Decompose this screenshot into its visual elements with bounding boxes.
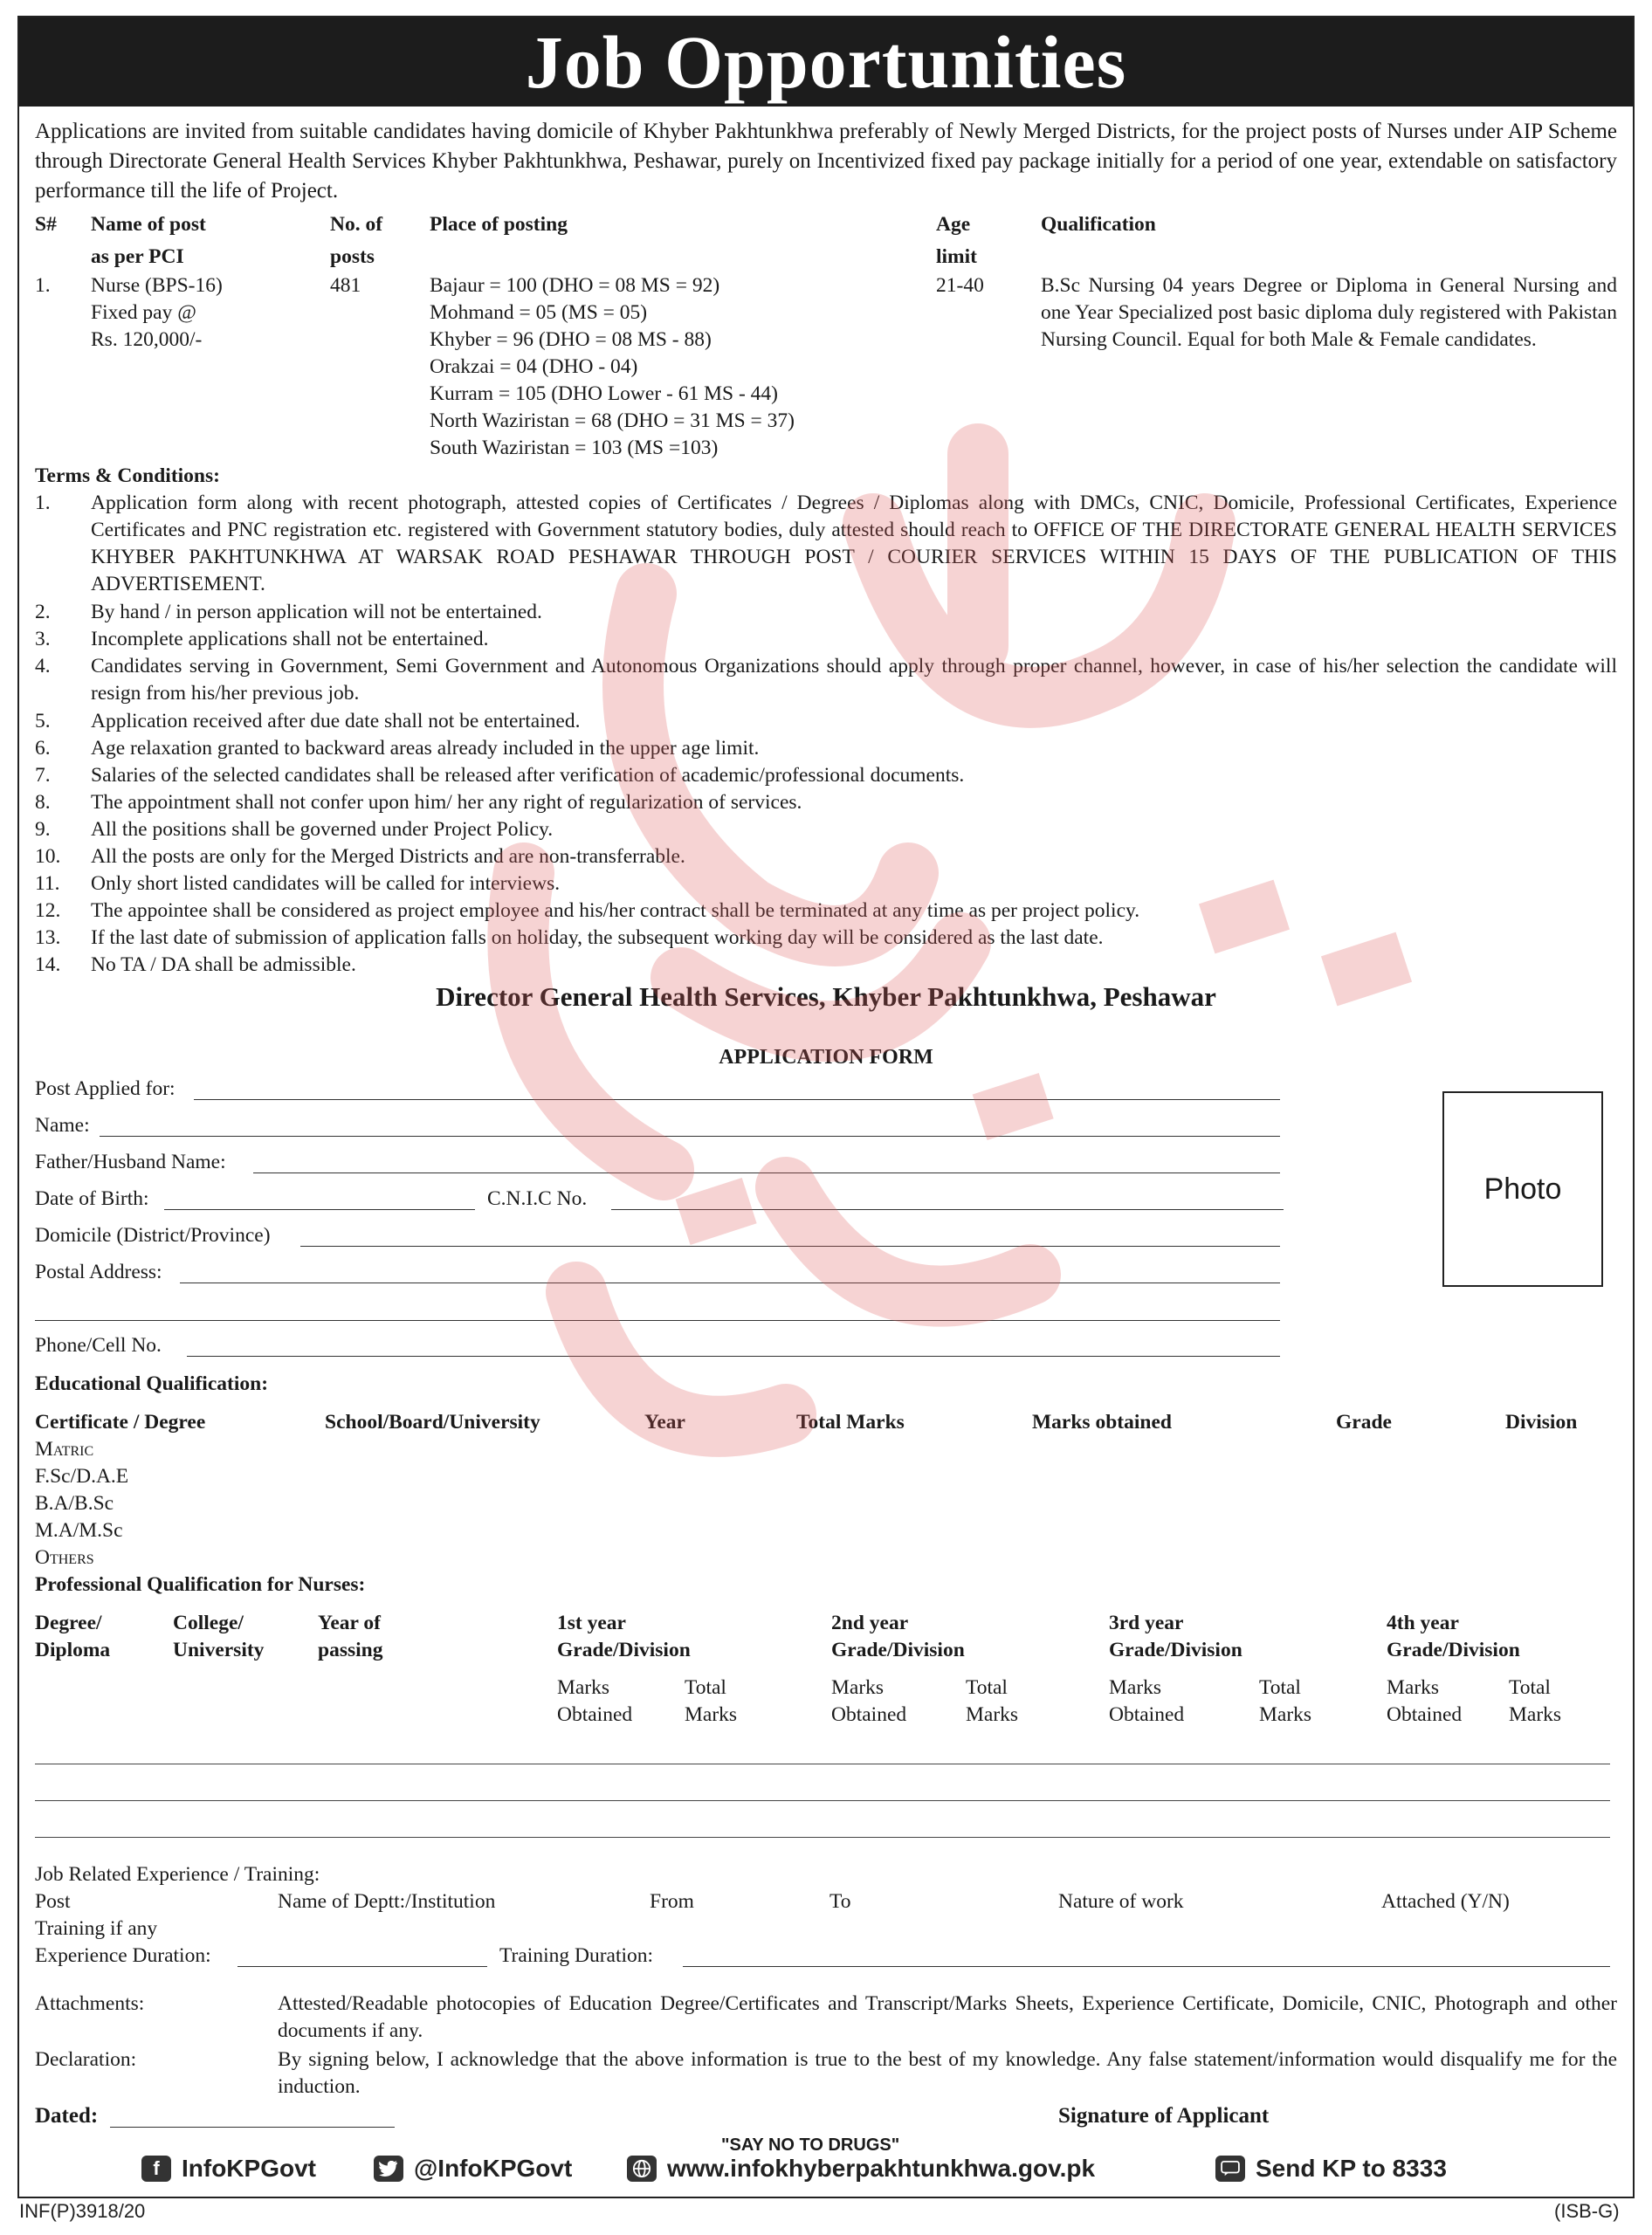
prof-col-passing: Year of: [318, 1612, 382, 1634]
term-number: 11.: [35, 872, 60, 895]
term-number: 3.: [35, 628, 51, 650]
twitter-icon: [374, 2156, 403, 2182]
reference-code-right: (ISB-G): [1554, 2200, 1620, 2222]
exp-col-post: Post: [35, 1890, 71, 1913]
cnic-field[interactable]: [611, 1209, 1284, 1210]
domicile-field[interactable]: [300, 1246, 1280, 1247]
total-marks-label: Total: [1509, 1676, 1551, 1699]
term-text: Only short listed candidates will be called for interviews.: [91, 872, 561, 895]
term-number: 8.: [35, 791, 51, 814]
row-post-line: Rs. 120,000/-: [91, 328, 203, 351]
term-number: 14.: [35, 953, 61, 976]
sms-icon: [1215, 2156, 1245, 2182]
phone-field[interactable]: [187, 1356, 1280, 1357]
total-marks-label: Marks: [966, 1703, 1019, 1726]
place-item: Kurram = 105 (DHO Lower - 61 MS - 44): [430, 382, 778, 405]
cnic-label: C.N.I.C No.: [487, 1187, 588, 1210]
row-posts: 481: [330, 274, 361, 297]
edu-col-year: Year: [644, 1411, 685, 1434]
term-text: By hand / in person application will not be entertained.: [91, 601, 542, 623]
attachments-text: Attested/Readable photocopies of Education Degree/Certificates and Transcript/Marks Sheets, Experience Certificate, Domicile, CNIC, Photograph and other documents if any.: [278, 1992, 1617, 2042]
website-url: www.infokhyberpakhtunkhwa.gov.pk: [667, 2155, 1096, 2182]
term-number: 10.: [35, 845, 61, 868]
prof-year-1: 1st year: [557, 1612, 626, 1634]
dob-field[interactable]: [164, 1209, 475, 1210]
edu-row: F.Sc/D.A.E: [35, 1465, 129, 1488]
dated-field[interactable]: [110, 2127, 395, 2128]
place-item: Mohmand = 05 (MS = 05): [430, 301, 648, 324]
professional-row-line[interactable]: [35, 1837, 1610, 1838]
term-text: Application received after due date shall not be entertained.: [91, 710, 581, 732]
attachments-label: Attachments:: [35, 1992, 145, 2015]
edu-col-school: School/Board/University: [325, 1411, 540, 1434]
total-marks-label: Total: [1259, 1676, 1301, 1699]
footer-sms[interactable]: [1215, 2155, 1447, 2183]
edu-row: M.A/M.Sc: [35, 1519, 123, 1542]
declaration-text: By signing below, I acknowledge that the above information is true to the best of my knowledge. Any false statement/information would disqualify me for the induction.: [278, 2048, 1617, 2098]
terms-heading: Terms & Conditions:: [35, 464, 220, 487]
post-applied-field[interactable]: [194, 1099, 1280, 1100]
marks-obtained-label: Obtained: [1109, 1703, 1185, 1726]
exp-col-from: From: [650, 1890, 694, 1913]
row-post-line: Nurse (BPS-16): [91, 274, 223, 297]
post-applied-label: Post Applied for:: [35, 1077, 176, 1100]
father-name-label: Father/Husband Name:: [35, 1151, 226, 1173]
term-number: 13.: [35, 926, 61, 949]
training-duration-field[interactable]: [683, 1966, 1610, 1967]
prof-year-3: 3rd year: [1109, 1612, 1184, 1634]
header-post-2: as per PCI: [91, 245, 184, 268]
prof-year-4-grade: Grade/Division: [1387, 1639, 1520, 1661]
header-age-2: limit: [936, 245, 977, 268]
say-no-to-drugs: "SAY NO TO DRUGS": [721, 2135, 900, 2155]
term-text: If the last date of submission of application falls on holiday, the subsequent working day will be considered as the last date.: [91, 926, 1104, 949]
term-number: 12.: [35, 899, 61, 922]
phone-label: Phone/Cell No.: [35, 1334, 162, 1357]
term-text: Age relaxation granted to backward areas already included in the upper age limit.: [91, 737, 760, 760]
term-text: All the positions shall be governed under Project Policy.: [91, 818, 554, 841]
prof-year-3-grade: Grade/Division: [1109, 1639, 1242, 1661]
education-heading: Educational Qualification:: [35, 1372, 269, 1395]
row-age: 21-40: [936, 274, 984, 297]
term-text: Salaries of the selected candidates shall be released after verification of academic/professional documents.: [91, 764, 965, 787]
facebook-icon: f: [141, 2156, 171, 2182]
signature-label: Signature of Applicant: [1058, 2104, 1270, 2128]
place-item: North Waziristan = 68 (DHO = 31 MS = 37): [430, 409, 795, 432]
place-item: Orakzai = 04 (DHO - 04): [430, 355, 638, 378]
row-post-line: Fixed pay @: [91, 301, 196, 324]
place-item: Bajaur = 100 (DHO = 08 MS = 92): [430, 274, 720, 297]
exp-col-institution: Name of Deptt:/Institution: [278, 1890, 496, 1913]
experience-duration-field[interactable]: [237, 1966, 487, 1967]
term-number: 4.: [35, 655, 51, 677]
total-marks-label: Total: [685, 1676, 726, 1699]
prof-col-passing-2: passing: [318, 1639, 383, 1661]
edu-col-marks-obtained: Marks obtained: [1032, 1411, 1172, 1434]
term-text: Incomplete applications shall not be entertained.: [91, 628, 489, 650]
term-text: The appointment shall not confer upon him/ her any right of regularization of services.: [91, 791, 802, 814]
term-number: 6.: [35, 737, 51, 760]
prof-year-4: 4th year: [1387, 1612, 1459, 1634]
exp-col-to: To: [829, 1890, 851, 1913]
prof-col-college-2: University: [173, 1639, 265, 1661]
form-title: APPLICATION FORM: [719, 1046, 933, 1069]
header-posts: No. of: [330, 213, 383, 236]
marks-obtained-label: Marks: [1387, 1676, 1440, 1699]
prof-col-degree-2: Diploma: [35, 1639, 111, 1661]
intro-paragraph: Applications are invited from suitable candidates having domicile of Khyber Pakhtunkhwa preferably of Newly Merged Districts, for the project posts of Nurses under AIP Scheme through Directorate General Health Services Khyber Pakhtunkhwa, Peshawar, purely on Incentivized fixed pay package initially for a period of one year, extendable on satisfactory performance till the life of Project.: [35, 120, 1617, 203]
term-text: The appointee shall be considered as project employee and his/her contract shall be terminated at any time as per project policy.: [91, 899, 1140, 922]
edu-row: Others: [35, 1546, 94, 1569]
dob-label: Date of Birth:: [35, 1187, 149, 1210]
dated-label: Dated:: [35, 2104, 99, 2128]
twitter-handle: @InfoKPGovt: [414, 2155, 573, 2182]
footer-facebook[interactable]: [141, 2155, 316, 2183]
term-number: 5.: [35, 710, 51, 732]
prof-col-college: College/: [173, 1612, 244, 1634]
edu-col-total-marks: Total Marks: [796, 1411, 905, 1434]
total-marks-label: Marks: [1259, 1703, 1312, 1726]
domicile-label: Domicile (District/Province): [35, 1224, 271, 1247]
reference-code: INF(P)3918/20: [19, 2200, 146, 2222]
edu-col-certificate: Certificate / Degree: [35, 1411, 206, 1434]
prof-col-degree: Degree/: [35, 1612, 102, 1634]
edu-col-grade: Grade: [1336, 1411, 1392, 1434]
experience-duration-label: Experience Duration:: [35, 1944, 211, 1967]
footer-website[interactable]: [627, 2155, 1095, 2183]
photo-box[interactable]: Photo: [1442, 1091, 1603, 1287]
issuer-heading: Director General Health Services, Khyber Pakhtunkhwa, Peshawar: [436, 981, 1216, 1012]
term-text: No TA / DA shall be admissible.: [91, 953, 356, 976]
globe-icon: [627, 2156, 657, 2182]
edu-row: Matric: [35, 1438, 94, 1461]
row-qualification: B.Sc Nursing 04 years Degree or Diploma in General Nursing and one Year Specialized post basic diploma duly registered with Pakistan Nursing Council. Equal for both Male & Female candidates.: [1041, 274, 1617, 351]
postal-address-field-2[interactable]: [35, 1320, 1280, 1321]
exp-col-attached: Attached (Y/N): [1381, 1890, 1510, 1913]
facebook-handle: InfoKPGovt: [182, 2155, 316, 2182]
header-qualification: Qualification: [1041, 213, 1156, 236]
marks-obtained-label: Obtained: [831, 1703, 907, 1726]
edu-col-division: Division: [1505, 1411, 1578, 1434]
total-marks-label: Marks: [685, 1703, 738, 1726]
edu-row: B.A/B.Sc: [35, 1492, 114, 1515]
marks-obtained-label: Marks: [831, 1676, 885, 1699]
header-sno: S#: [35, 213, 57, 236]
marks-obtained-label: Obtained: [557, 1703, 633, 1726]
prof-year-2-grade: Grade/Division: [831, 1639, 965, 1661]
marks-obtained-label: Marks: [557, 1676, 610, 1699]
sms-text: Send KP to 8333: [1256, 2155, 1447, 2182]
exp-col-nature: Nature of work: [1058, 1890, 1184, 1913]
term-number: 1.: [35, 492, 51, 514]
training-duration-label: Training Duration:: [499, 1944, 654, 1967]
marks-obtained-label: Obtained: [1387, 1703, 1463, 1726]
footer-twitter[interactable]: [374, 2155, 572, 2183]
prof-year-1-grade: Grade/Division: [557, 1639, 691, 1661]
prof-year-2: 2nd year: [831, 1612, 909, 1634]
page-title: Job Opportunities: [19, 17, 1633, 107]
header-place: Place of posting: [430, 213, 568, 236]
term-text: All the posts are only for the Merged Districts and are non-transferrable.: [91, 845, 685, 868]
term-number: 9.: [35, 818, 51, 841]
postal-address-label: Postal Address:: [35, 1261, 162, 1283]
place-item: Khyber = 96 (DHO = 08 MS - 88): [430, 328, 712, 351]
professional-row-line[interactable]: [35, 1800, 1610, 1801]
experience-heading: Job Related Experience / Training:: [35, 1863, 320, 1886]
total-marks-label: Total: [966, 1676, 1008, 1699]
name-field[interactable]: [100, 1136, 1280, 1137]
name-label: Name:: [35, 1114, 90, 1137]
total-marks-label: Marks: [1509, 1703, 1562, 1726]
marks-obtained-label: Marks: [1109, 1676, 1162, 1699]
header-age: Age: [936, 213, 971, 236]
place-item: South Waziristan = 103 (MS =103): [430, 437, 719, 459]
term-number: 7.: [35, 764, 51, 787]
row-sno: 1.: [35, 274, 51, 297]
header-post: Name of post: [91, 213, 206, 236]
term-text: Application form along with recent photograph, attested copies of Certificates / Degrees / Diplomas along with DMCs, CNIC, Domicile, Professional Certificates, Experience Certificates and PNC registration etc. registered with Government statutory bodies, duly attested should reach to OFFICE OF THE DIRECTORATE GENERAL HEALTH SERVICES KHYBER PAKHTUNKHWA AT WARSAK ROAD PESHAWAR THROUGH POST / COURIER SERVICES WITHIN 15 DAYS OF THE PUBLICATION OF THIS ADVERTISEMENT.: [91, 492, 1617, 595]
header-posts-2: posts: [330, 245, 375, 268]
declaration-label: Declaration:: [35, 2048, 137, 2071]
professional-heading: Professional Qualification for Nurses:: [35, 1573, 366, 1596]
term-text: Candidates serving in Government, Semi Government and Autonomous Organizations should apply through proper channel, however, in case of his/her selection the candidate will resign from his/her previous job.: [91, 655, 1617, 705]
term-number: 2.: [35, 601, 51, 623]
training-label: Training if any: [35, 1917, 158, 1940]
